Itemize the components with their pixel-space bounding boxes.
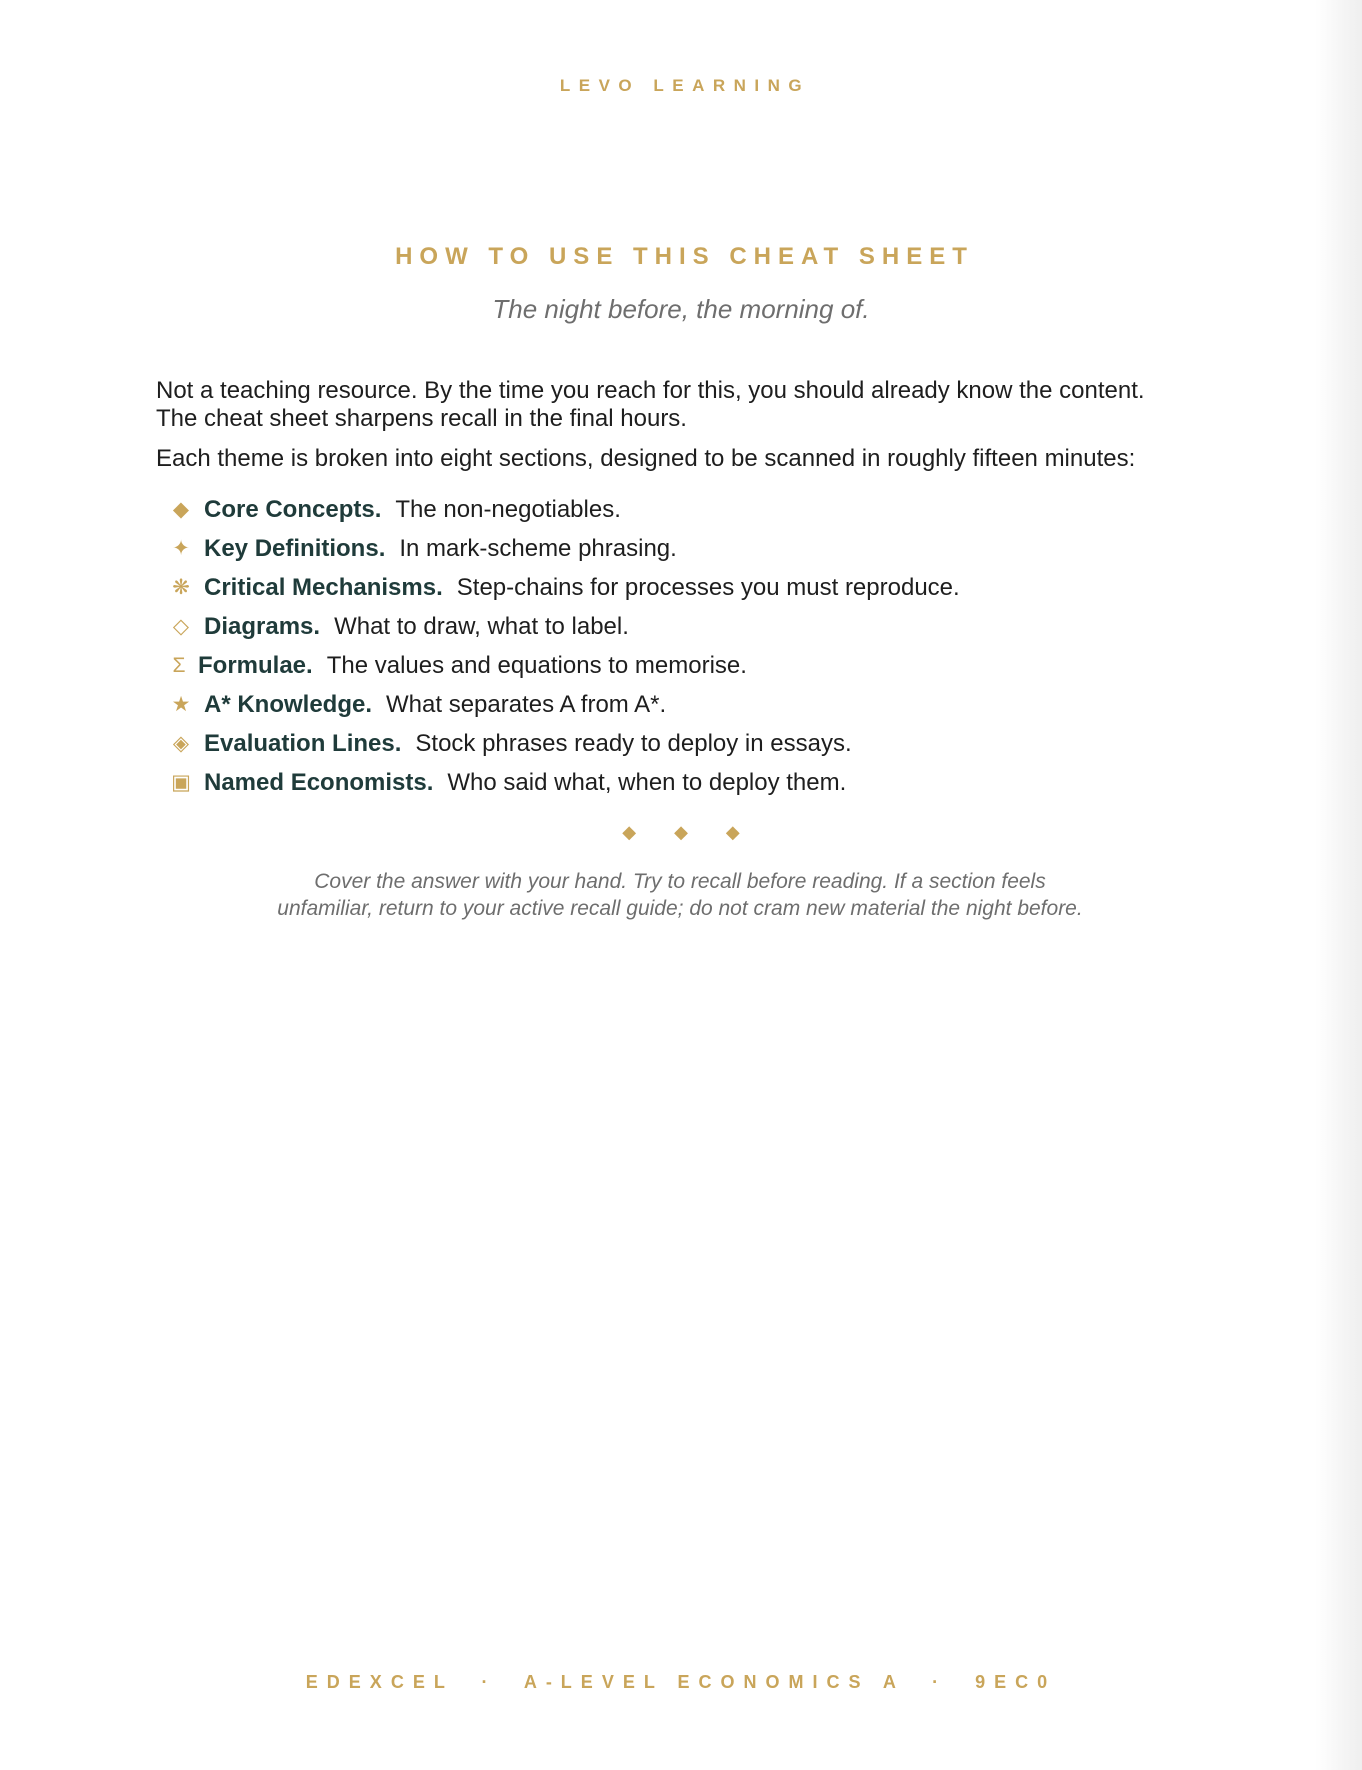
section-description: The non-negotiables. — [395, 495, 621, 523]
star-icon: ★ — [171, 693, 191, 716]
diamond-icon: ◆ — [725, 822, 740, 842]
list-item — [170, 763, 1220, 802]
intro-paragraph — [156, 377, 1226, 433]
list-item — [170, 685, 1220, 724]
diamond-outline-icon: ◇ — [172, 615, 190, 638]
section-term: Core Concepts. — [204, 495, 382, 523]
page-title: HOW TO USE THIS CHEAT SHEET — [395, 243, 974, 270]
section-list — [170, 490, 1220, 802]
section-term: Evaluation Lines. — [204, 729, 402, 757]
section-description: Who said what, when to deploy them. — [447, 768, 847, 796]
intro-line-2: The cheat sheet sharpens recall in the final hours. — [156, 405, 687, 432]
list-item — [170, 646, 1220, 685]
section-description: Step-chains for processes you must reproduce. — [456, 573, 960, 601]
section-description: Stock phrases ready to deploy in essays. — [415, 729, 852, 757]
intro-line-1: Not a teaching resource. By the time you reach for this, you should already know the content. — [156, 377, 1145, 404]
section-description: In mark-scheme phrasing. — [399, 534, 677, 562]
page-footer: EDEXCEL · A-LEVEL ECONOMICS A · 9EC0 — [305, 1672, 1057, 1692]
section-description: What separates A from A*. — [386, 690, 667, 718]
square-in-square-icon: ▣ — [171, 771, 191, 794]
page-subtitle: The night before, the morning of. — [492, 294, 870, 324]
diamond-icon: ◆ — [674, 822, 688, 842]
note-line-2: unfamiliar, return to your active recall guide; do not cram new material the night before. — [277, 897, 1083, 920]
diamond-filled-icon: ◆ — [172, 498, 190, 521]
four-point-star-icon: ✦ — [172, 537, 190, 560]
ornament-divider — [0, 822, 1362, 843]
diamond-in-diamond-icon: ◈ — [172, 732, 190, 755]
list-item — [170, 724, 1220, 763]
section-term: Diagrams. — [204, 612, 321, 640]
section-term: Named Economists. — [204, 768, 434, 796]
asterisk-icon: ❋ — [172, 576, 190, 599]
list-item — [170, 607, 1220, 646]
list-item — [170, 568, 1220, 607]
diamond-icon: ◆ — [622, 822, 637, 842]
intro-text — [156, 377, 1226, 473]
section-term: Critical Mechanisms. — [204, 573, 443, 601]
section-description: The values and equations to memorise. — [326, 651, 747, 679]
usage-note — [230, 868, 1130, 922]
intro-sections-lead: Each theme is broken into eight sections, designed to be scanned in roughly fifteen minutes: — [156, 445, 1136, 472]
section-term: Key Definitions. — [204, 534, 386, 562]
list-item — [170, 490, 1220, 529]
section-description: What to draw, what to label. — [334, 612, 629, 640]
brand-header: LEVO LEARNING — [559, 76, 811, 95]
sigma-icon: Σ — [172, 653, 186, 677]
list-item — [170, 529, 1220, 568]
section-term: Formulae. — [198, 651, 313, 679]
note-line-1: Cover the answer with your hand. Try to recall before reading. If a section feels — [314, 870, 1046, 893]
section-term: A* Knowledge. — [204, 690, 373, 718]
